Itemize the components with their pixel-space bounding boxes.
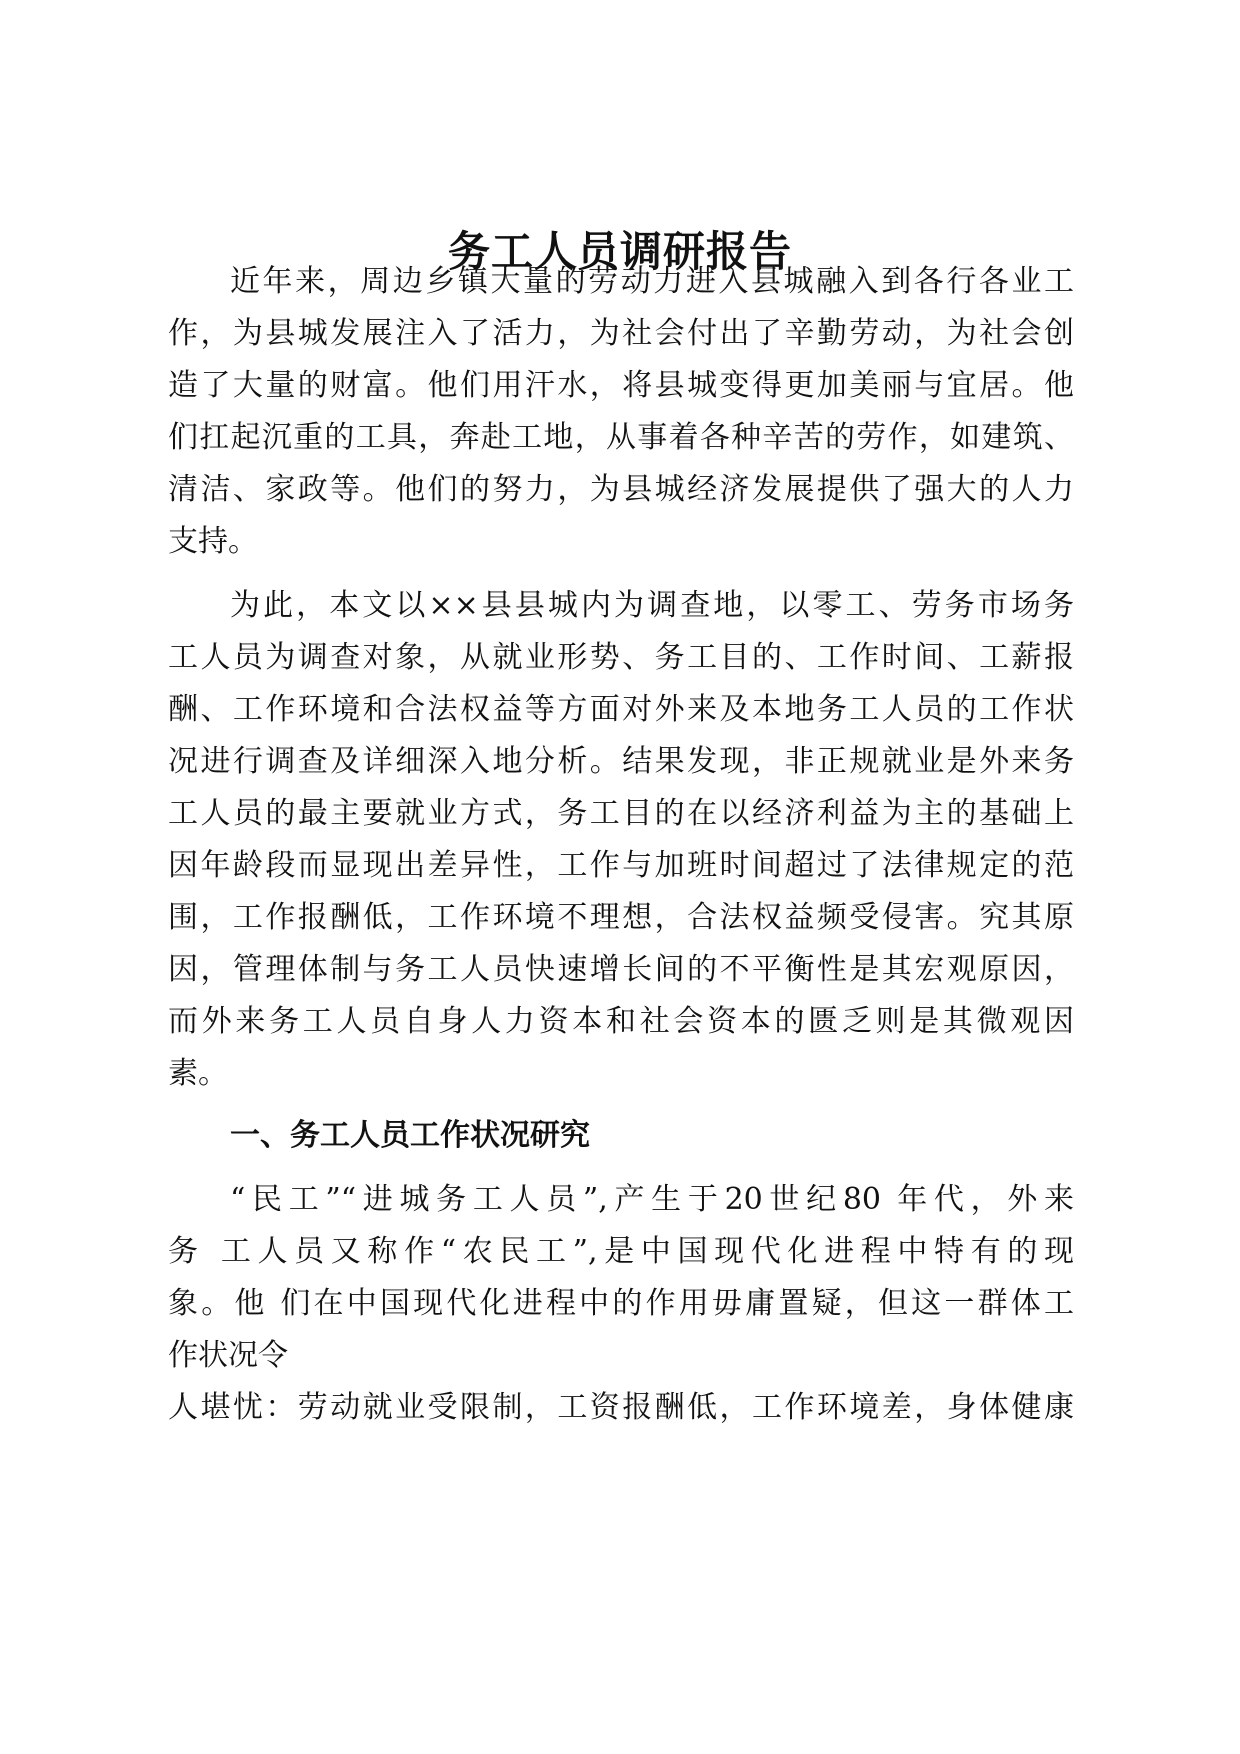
paragraph-2-line-10: 素。 — [168, 1056, 228, 1091]
paragraph-1-line-1: 近年来，周边乡镇大量的劳动力进入县城融入到各行各业工 — [230, 264, 1074, 299]
paragraph-1-line-6: 支持。 — [168, 524, 258, 559]
paragraph-3-line-3: 象。他 们在中国现代化进程中的作用毋庸置疑，但这一群体工 — [168, 1286, 1074, 1321]
paragraph-2-line-4: 况进行调查及详细深入地分析。结果发现，非正规就业是外来务 — [168, 744, 1074, 779]
paragraph-3-line-5: 人堪忧：劳动就业受限制，工资报酬低，工作环境差，身体健康 — [168, 1390, 1074, 1425]
paragraph-2-line-5: 工人员的最主要就业方式，务工目的在以经济利益为主的基础上 — [168, 796, 1074, 831]
section-1-heading: 一、务工人员工作状况研究 — [230, 1118, 590, 1153]
paragraph-2-line-1: 为此，本文以××县县城内为调查地，以零工、劳务市场务 — [230, 588, 1074, 623]
paragraph-1-line-5: 清洁、家政等。他们的努力，为县城经济发展提供了强大的人力 — [168, 472, 1074, 507]
paragraph-2-line-2: 工人员为调查对象，从就业形势、务工目的、工作时间、工薪报 — [168, 640, 1074, 675]
document-title: 务工人员调研报告 — [447, 227, 792, 276]
paragraph-1-line-4: 们扛起沉重的工具，奔赴工地，从事着各种辛苦的劳作，如建筑、 — [168, 420, 1074, 455]
paragraph-3-line-2: 务 工人员又称作“农民工”,是中国现代化进程中特有的现 — [168, 1234, 1074, 1269]
paragraph-1-line-2: 作，为县城发展注入了活力，为社会付出了辛勤劳动，为社会创 — [168, 316, 1074, 351]
paragraph-2-line-8: 因，管理体制与务工人员快速增长间的不平衡性是其宏观原因， — [168, 952, 1074, 987]
paragraph-2-line-6: 因年龄段而显现出差异性，工作与加班时间超过了法律规定的范 — [168, 848, 1074, 883]
paragraph-2-line-9: 而外来务工人员自身人力资本和社会资本的匮乏则是其微观因 — [168, 1004, 1074, 1039]
paragraph-3-line-1: “民工”“进城务工人员”,产生于20世纪80 年代，外来 — [230, 1182, 1074, 1217]
paragraph-3-line-4: 作状况令 — [168, 1338, 288, 1373]
paragraph-1-line-3: 造了大量的财富。他们用汗水，将县城变得更加美丽与宜居。他 — [168, 368, 1074, 403]
paragraph-2-line-7: 围，工作报酬低，工作环境不理想，合法权益频受侵害。究其原 — [168, 900, 1074, 935]
paragraph-2-line-3: 酬、工作环境和合法权益等方面对外来及本地务工人员的工作状 — [168, 692, 1074, 727]
